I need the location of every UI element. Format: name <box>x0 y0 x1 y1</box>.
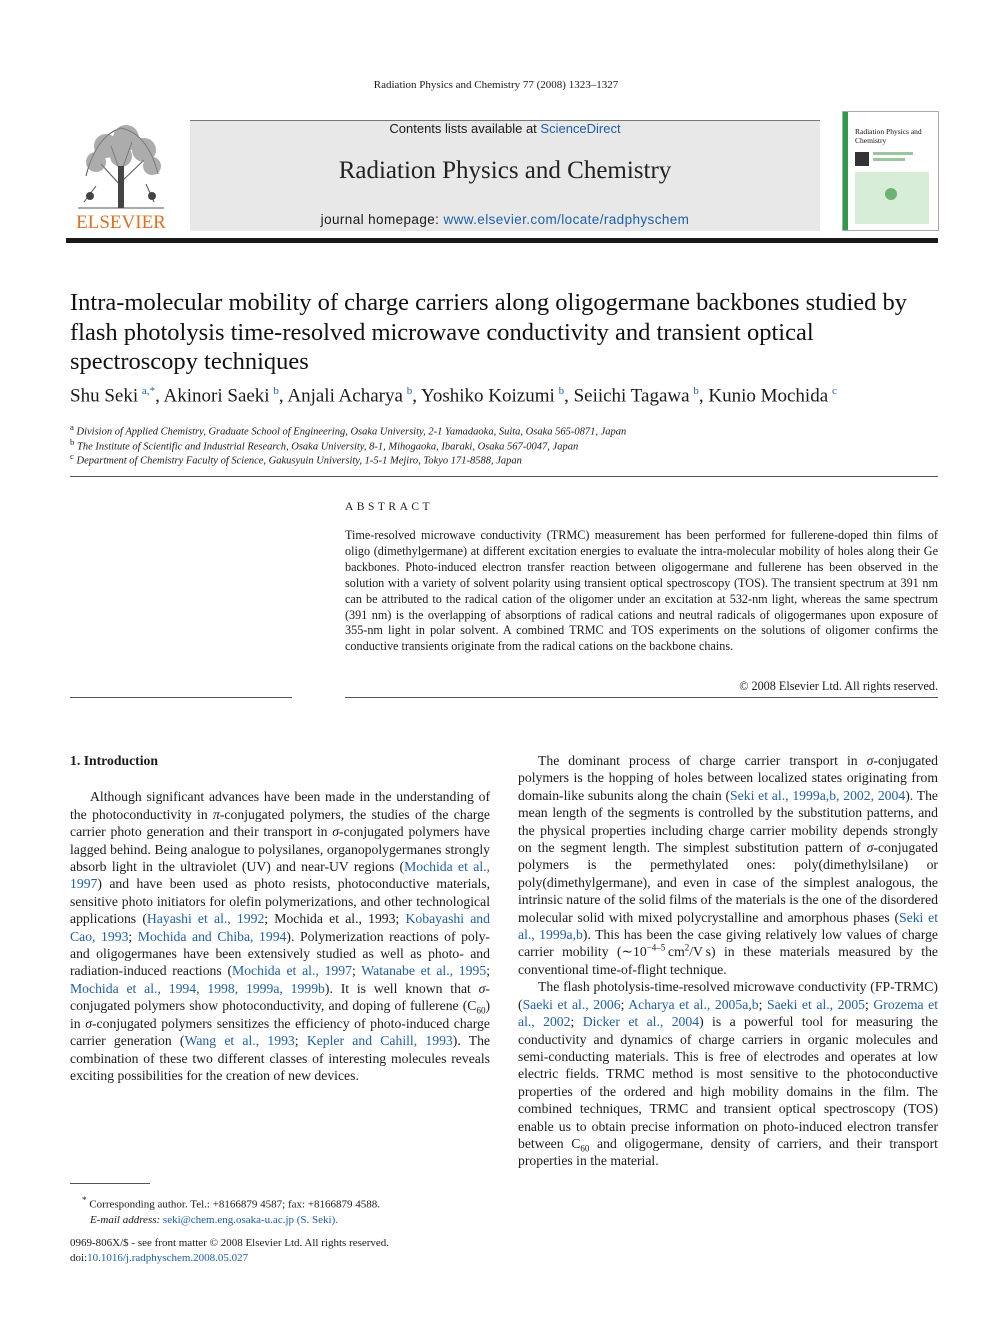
citation-link[interactable]: Saeki et al., 2006 <box>522 996 621 1012</box>
corresponding-author-line <box>70 1193 500 1213</box>
author-affiliation-mark[interactable]: c <box>831 385 837 397</box>
body-column-left <box>70 752 490 1084</box>
email-label: E-mail address: <box>90 1213 163 1226</box>
text-run: ; <box>865 996 874 1012</box>
header-rule <box>66 238 938 243</box>
author-affiliation-mark[interactable]: b <box>558 385 565 397</box>
text-run: ; <box>758 996 767 1012</box>
text-run: -conjugated polymers show photoconductivity, and doping of fullerene (C <box>70 980 490 1014</box>
text-run: /V s) in these materials measured by the conventional time-of-flight technique. <box>518 944 938 977</box>
abstract-divider-right <box>345 697 938 698</box>
citation-link[interactable]: Hayashi et al., 1992 <box>146 911 265 927</box>
citation-link[interactable]: Kobayashi and Cao, 1993 <box>70 911 490 944</box>
author-name: Akinori Saeki <box>163 385 270 407</box>
affiliation-mark: c <box>70 451 74 461</box>
subscript: 60 <box>476 1006 486 1017</box>
citation-link[interactable]: Mochida et al., 1997 <box>70 859 490 892</box>
symbol: σ <box>85 1015 92 1031</box>
superscript: 2 <box>684 942 690 953</box>
text-run: -conjugated polymers, the studies of the charge carrier photo generation and their transport in <box>70 806 490 840</box>
body-column-right <box>518 752 938 1170</box>
abstract-divider-left <box>70 697 292 698</box>
body-paragraph <box>518 978 938 1169</box>
email-name: (S. Seki). <box>294 1213 339 1226</box>
author-affiliation-mark[interactable]: b <box>693 385 699 397</box>
affiliation-mark: a <box>70 422 74 432</box>
author-list: Shu Seki $^{a,*}$, Akinori Saeki $^b$, Anjali Acharya $^b$, Yoshiko Koizumi $^b$, Seiichi Tagawa $^b$, Kunio Mochida $^c$ <box>70 385 837 407</box>
sciencedirect-link[interactable]: ScienceDirect <box>540 121 621 136</box>
front-matter-line: 0969-806X/$ - see front matter © 2008 Elsevier Ltd. All rights reserved. <box>70 1237 390 1249</box>
text-run: -conjugated polymers is the hopping of holes between localized states originating from domain-like subunits along the chain ( <box>518 753 938 803</box>
body-paragraph <box>70 788 490 1084</box>
text-run: ; <box>294 1033 307 1049</box>
citation-link[interactable]: Dicker et al., 2004 <box>582 1014 700 1030</box>
text-run: -conjugated polymers is the permethylated ones: poly(dimethylsilane) or poly(dimethylgermane), and even in case of the simplest analogous, the intrinsic nature of the solid films of the materials is the one of the disordered molecular solid with mixed polycrystalline and amorphous phases ( <box>518 840 938 925</box>
symbol: σ <box>866 753 874 768</box>
text-run: ). This has been the case giving relatively low values of charge carrier mobility (∼10 <box>518 927 938 960</box>
journal-cover-image <box>843 112 938 230</box>
citation-link[interactable]: Saeki et al., 2005 <box>766 996 866 1012</box>
footnote-mark: * <box>82 1195 87 1205</box>
contents-prefix: Contents lists available at <box>389 121 541 136</box>
affiliation-text: Division of Applied Chemistry, Graduate School of Engineering, Osaka University, 2-1 Yamadaoka, Suita, Osaka 565-0871, Japan <box>76 426 627 438</box>
citation-link[interactable]: Wang et al., 1993 <box>184 1033 295 1049</box>
email-link[interactable]: seki@chem.eng.osaka-u.ac.jp <box>162 1213 295 1226</box>
journal-cover-thumbnail[interactable] <box>842 111 939 231</box>
text-run: The flash photolysis-time-resolved microwave conductivity (FP-TRMC) ( <box>518 979 938 1012</box>
text-run: The dominant process of charge carrier transport in <box>538 753 867 768</box>
text-run: -conjugated polymers have lagged behind. Being analogue to polysilanes, organopolygermanes strongly absorb light in the ultraviolet (UV) and near-UV regions ( <box>70 824 490 875</box>
citation-link[interactable]: Mochida and Chiba, 1994 <box>137 928 287 944</box>
author-name: Anjali Acharya <box>287 385 403 407</box>
text-run: ; <box>486 963 490 979</box>
symbol: σ <box>866 840 874 856</box>
text-run: ). The mean length of the segments is controlled by the substitution patterns, and the physical properties including charge carrier mobility depends strongly on the segment length. The simplest substitution pattern of <box>518 787 938 856</box>
text-run: ). It is well known that <box>324 980 479 996</box>
journal-homepage <box>190 212 820 227</box>
text-run: ) in <box>70 998 490 1031</box>
text-run: ; <box>620 996 629 1012</box>
homepage-label: journal homepage: <box>320 212 444 227</box>
text-run: ). The combination of these two different classes of interesting molecules reveals exciting possibilities for the creation of new devices. <box>70 1033 491 1083</box>
citation-link[interactable]: Mochida et al., 1994, 1998, 1999a, 1999b <box>70 980 325 996</box>
text-run: cm <box>665 944 685 960</box>
citation-link[interactable]: Seki et al., 1999a,b, 2002, 2004 <box>730 787 906 803</box>
text-run: and oligogermane, density of carriers, and their transport properties in the material. <box>518 1135 938 1169</box>
cover-title-line1: Radiation Physics and <box>855 127 922 136</box>
corresponding-author-footnote <box>70 1193 500 1228</box>
superscript: −4–5 <box>646 942 666 953</box>
text-run: ; <box>351 963 362 979</box>
citation-link[interactable]: Mochida et al., 1997 <box>232 963 352 979</box>
citation-link[interactable]: Seki et al., 1999a,b <box>518 909 938 943</box>
affiliation-text: Department of Chemistry Faculty of Science, Gakusyuin University, 1-5-1 Mejiro, Tokyo 171-8588, Japan <box>76 455 522 467</box>
author-affiliation-mark[interactable]: a,* <box>141 385 156 397</box>
homepage-link[interactable]: www.elsevier.com/locate/radphyschem <box>443 212 690 227</box>
citation-link[interactable]: Kepler and Cahill, 1993 <box>306 1033 453 1049</box>
doi-label: doi: <box>70 1251 88 1264</box>
author-affiliation-mark[interactable]: b <box>273 385 279 397</box>
symbol: π <box>213 806 220 822</box>
author-name: Kunio Mochida <box>708 385 829 407</box>
text-run: ; <box>570 1014 583 1030</box>
affiliation-text: The Institute of Scientific and Industrial Research, Osaka University, 8-1, Mihogaoka, Ibaraki, Osaka 567-0047, Japan <box>77 441 579 452</box>
doi-link[interactable]: 10.1016/j.radphyschem.2008.05.027 <box>87 1251 249 1264</box>
front-matter <box>70 1236 500 1265</box>
section-heading-introduction: 1. Introduction <box>70 753 158 768</box>
subscript: 60 <box>580 1143 590 1154</box>
citation-link[interactable]: Acharya et al., 2005a,b <box>628 996 759 1012</box>
footnote-contact: Corresponding author. Tel.: +8166879 4587; fax: +8166879 4588. <box>86 1198 381 1211</box>
journal-reference: Radiation Physics and Chemistry 77 (2008) 1323–1327 <box>373 79 619 91</box>
symbol: σ <box>332 824 340 840</box>
text-run: ) and have been used as photo resists, photoconductive materials, sensitive photo initiators for olefin polymerizations, and other technological applications ( <box>70 876 490 927</box>
doi-line <box>70 1251 500 1266</box>
affiliation-mark: b <box>70 436 75 447</box>
text-run: -conjugated polymers sensitizes the efficiency of photo-induced charge carrier generation ( <box>70 1015 490 1049</box>
affiliation-divider <box>70 476 938 477</box>
author-name: Shu Seki <box>70 385 139 407</box>
author-name: Seiichi Tagawa <box>573 385 690 407</box>
journal-title: Radiation Physics and Chemistry <box>338 157 672 184</box>
abstract-copyright: © 2008 Elsevier Ltd. All rights reserved. <box>739 679 938 693</box>
abstract-text: Time-resolved microwave conductivity (TRMC) measurement has been performed for fullerene-doped thin films of oligo (dimethylgermane) at different excitation energies to evaluate the intra-molecular mobility of holes along their Ge backbones. Photo-induced electron transfer reaction between oligogermane and fullerene has been observed in the solution with a variety of solvent polarity using transient optical spectroscopy (TOS). The transient spectrum at 391 nm can be attributed to the radical cation of the oligomer under an excitation at 532-nm light, whereas the same spectrum (391 nm) is the overlapping of absorptions of radical cations and neutral radicals of oligogermanes upon exposure of 355-nm light in polar solvent. A combined TRMC and TOS experiments on the solutions of oligomer confirms the conductive transients originate from the radical cations on the backbone chains. <box>345 528 938 654</box>
symbol: σ <box>478 980 486 996</box>
citation-link[interactable]: Watanabe et al., 1995 <box>361 963 487 979</box>
article-title: Intra-molecular mobility of charge carriers along oligogermane backbones studied by flash photolysis time-resolved microwave conductivity and transient optical spectroscopy techniques <box>70 289 908 375</box>
body-paragraph <box>518 752 938 978</box>
footnote-divider <box>70 1183 150 1184</box>
text-run: ; <box>128 928 138 944</box>
text-run: Although significant advances have been made in the understanding of the photoconductivity in <box>70 789 490 822</box>
author-name: Yoshiko Koizumi <box>421 385 555 407</box>
text-run: ) is a powerful tool for measuring the conductivity and dynamics of charge carriers in organic molecules and semi-conducting materials. This is free of electrodes and operates at low electric fields. TRMC method is most sensitive to the photoconductive properties of the ordered and high mobility domains in the film. The combined techniques, TRMC and transient optical spectroscopy (TOS) enable us to obtain precise information on photo-induced electron transfer between C <box>518 1014 938 1151</box>
affiliation-c <box>70 449 940 469</box>
citation-link[interactable]: Grozema et al., 2002 <box>518 996 939 1030</box>
email-line <box>70 1213 500 1228</box>
elsevier-tree-icon <box>66 116 176 234</box>
author-affiliation-mark[interactable]: b <box>406 385 413 397</box>
elsevier-logo <box>66 116 176 234</box>
cover-title-line2: Chemistry <box>855 136 887 145</box>
text-run: ). Polymerization reactions of poly- and oligogermanes have been extensively studied as well as photo- and radiation-induced reactions ( <box>70 928 490 979</box>
text-run: ; Mochida et al., 1993; <box>264 911 406 927</box>
contents-line <box>190 121 820 136</box>
abstract-heading: ABSTRACT <box>345 501 434 513</box>
elsevier-wordmark: ELSEVIER <box>76 212 166 233</box>
